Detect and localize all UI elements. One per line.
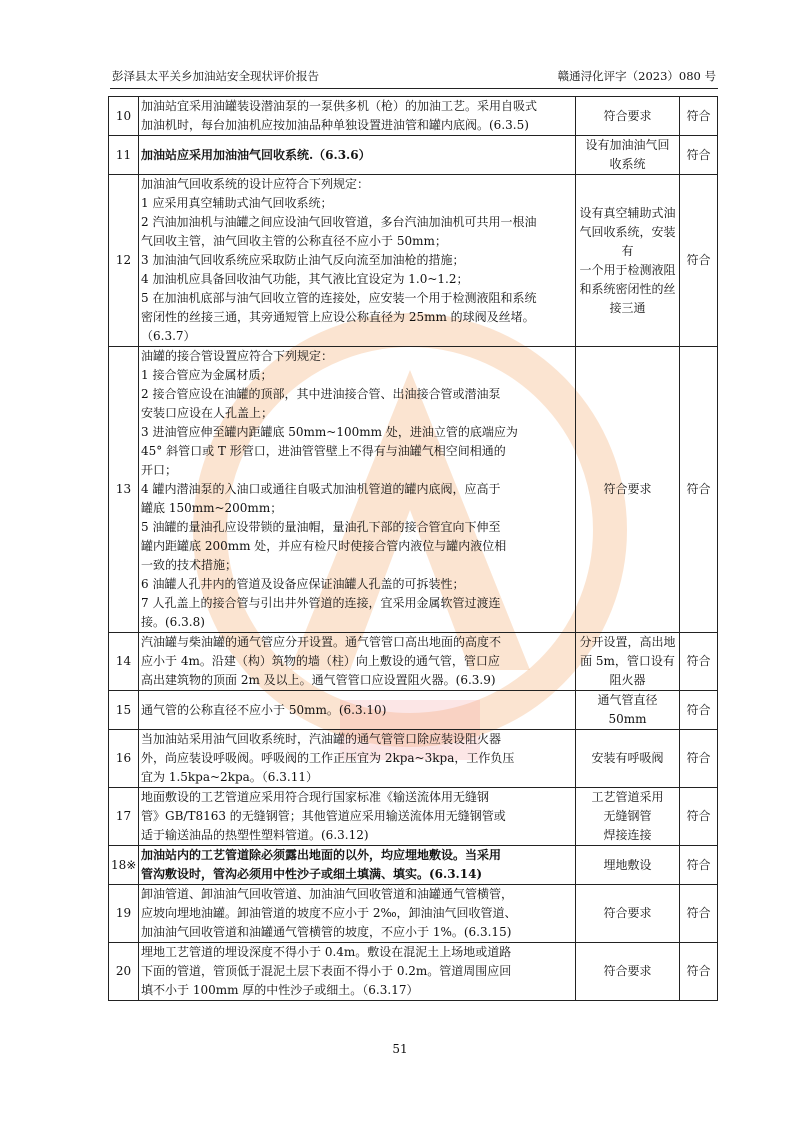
requirement-line: 4 罐内潜油泵的入油口或通往自吸式加油机管道的罐内底阀，应高于 — [141, 482, 501, 496]
requirement-line: 接。(6.3.8) — [141, 615, 205, 629]
requirement-line: 埋地工艺管道的埋设深度不得小于 0.4m。敷设在混泥土上场地或道路 — [141, 945, 512, 959]
item-number: 18※ — [109, 846, 139, 885]
requirement-line: （6.3.7） — [141, 329, 196, 343]
actual-line: 一个用于检测液阻 — [579, 262, 676, 277]
requirement-line: 安装口应设在人孔盖上； — [141, 406, 274, 420]
requirement-text — [139, 136, 576, 175]
requirement-text — [139, 943, 576, 1001]
requirement-line: 适于输送油品的热塑性塑料管道。(6.3.12) — [141, 828, 369, 842]
item-number: 12 — [109, 175, 139, 347]
requirement-line: 5 在加油机底部与油气回收立管的连接处，应安装一个用于检测液阻和系统 — [141, 291, 537, 305]
conclusion: 符合 — [680, 691, 718, 730]
conclusion: 符合 — [680, 136, 718, 175]
item-number: 13 — [109, 347, 139, 633]
actual-situation — [576, 943, 680, 1001]
page-number: 51 — [392, 1042, 408, 1056]
item-number: 17 — [109, 788, 139, 846]
table-row — [109, 788, 718, 846]
requirement-text — [139, 633, 576, 691]
actual-line: 面 5m，管口设有 — [580, 654, 675, 668]
page-header — [112, 66, 716, 86]
requirement-line: 5 油罐的量油孔应设带锁的量油帽，量油孔下部的接合管宜向下伸至 — [141, 520, 501, 534]
requirement-line: 加油站应采用加油油气回收系统.（6.3.6） — [141, 147, 371, 162]
header-divider — [110, 88, 718, 89]
requirement-line: 当加油站采用油气回收系统时，汽油罐的通气管管口除应装设阻火器 — [141, 732, 502, 746]
actual-line: 安装有呼吸阀 — [591, 751, 664, 765]
requirement-line: 应小于 4m。沿建（构）筑物的墙（柱）向上敷设的通气管，管口应 — [141, 654, 500, 668]
conclusion: 符合 — [680, 846, 718, 885]
item-number: 11 — [109, 136, 139, 175]
requirement-line: 7 人孔盖上的接合管与引出井外管道的连接，宜采用金属软管过渡连 — [141, 596, 501, 610]
conclusion: 符合 — [680, 633, 718, 691]
requirement-line: 罐内距罐底 200mm 处，并应有检尺时使接合管内液位与罐内液位相 — [141, 539, 507, 553]
actual-line: 和系统密闭性的丝 — [579, 281, 676, 296]
item-number: 14 — [109, 633, 139, 691]
actual-line: 符合要求 — [603, 906, 652, 920]
requirement-line: 加油站内的工艺管道除必须露出地面的以外，均应埋地敷设。当采用 — [141, 848, 502, 862]
actual-line: 通气管直径 50mm — [597, 693, 658, 726]
requirement-line: 外，尚应装设呼吸阀。呼吸阀的工作正压宜为 2kpa~3kpa，工作负压 — [141, 751, 515, 765]
conclusion: 符合 — [680, 943, 718, 1001]
actual-line: 设有真空辅助式油 — [579, 205, 676, 220]
requirement-line: 通气管的公称直径不应小于 50mm。(6.3.10) — [141, 702, 387, 717]
requirement-line: 加油站宜采用油罐装设潜油泵的一泵供多机（枪）的加油工艺。采用自吸式 — [141, 99, 538, 113]
requirement-text — [139, 730, 576, 788]
actual-line: 工艺管道采用 — [591, 790, 664, 804]
requirement-line: 高出建筑物的顶面 2m 及以上。通气管管口应设置阻火器。(6.3.9) — [141, 673, 496, 687]
requirement-line: 管沟敷设时，管沟必须用中性沙子或细土填满、填实。(6.3.14) — [141, 867, 483, 881]
actual-line: 气回收系统，安装有 — [579, 224, 676, 258]
evaluation-table — [108, 96, 718, 1001]
requirement-line: 密闭性的丝接三通，其旁通短管上应设公称直径为 25mm 的球阀及丝堵。 — [141, 310, 535, 324]
requirement-line: 加油机时，每台加油机应按加油品种单独设置进油管和罐内底阀。(6.3.5) — [141, 118, 529, 132]
table-row — [109, 885, 718, 943]
actual-situation — [576, 730, 680, 788]
actual-line: 阻火器 — [609, 673, 646, 687]
actual-line: 符合要求 — [603, 964, 652, 978]
requirement-text — [139, 175, 576, 347]
requirement-line: 应坡向埋地油罐。卸油管道的坡度不应小于 2‰，卸油油气回收管道、 — [141, 906, 517, 920]
requirement-text — [139, 885, 576, 943]
conclusion: 符合 — [680, 730, 718, 788]
requirement-line: 1 应采用真空辅助式油气回收系统； — [141, 196, 333, 210]
requirement-line: 2 接合管应设在油罐的顶部，其中进油接合管、出油接合管或潜油泵 — [141, 387, 501, 401]
requirement-line: 1 接合管应为金属材质； — [141, 368, 273, 382]
table-row — [109, 691, 718, 730]
requirement-line: 罐底 150mm~200mm； — [141, 501, 283, 515]
requirement-line: 管》GB/T8163 的无缝钢管；其他管道应采用输送流体用无缝钢管或 — [141, 809, 506, 823]
actual-situation — [576, 788, 680, 846]
requirement-text — [139, 691, 576, 730]
requirement-line: 开口； — [141, 463, 178, 477]
requirement-text — [139, 788, 576, 846]
item-number: 16 — [109, 730, 139, 788]
table-row — [109, 633, 718, 691]
item-number: 19 — [109, 885, 139, 943]
conclusion: 符合 — [680, 97, 718, 136]
requirement-line: 气回收主管，油气回收主管的公称直径不应小于 50mm； — [141, 234, 447, 248]
actual-line: 设有加油油气回 — [585, 138, 670, 152]
table-row — [109, 730, 718, 788]
requirement-line: 油罐的接合管设置应符合下列规定： — [141, 349, 334, 363]
conclusion: 符合 — [680, 347, 718, 633]
table-row — [109, 846, 718, 885]
actual-situation — [576, 347, 680, 633]
item-number: 10 — [109, 97, 139, 136]
actual-line: 埋地敷设 — [603, 857, 652, 872]
requirement-line: 3 加油油气回收系统应采取防止油气反向流至加油枪的措施； — [141, 253, 465, 267]
actual-line: 接三通 — [609, 300, 646, 315]
requirement-line: 卸油管道、卸油油气回收管道、加油油气回收管道和油罐通气管横管， — [141, 887, 514, 901]
item-number: 20 — [109, 943, 139, 1001]
actual-line: 分开设置，高出地 — [579, 635, 676, 649]
requirement-line: 3 进油管应伸至罐内距罐底 50mm~100mm 处，进油立管的底端应为 — [141, 425, 518, 439]
requirement-line: 下面的管道，管顶低于混泥土层下表面不得小于 0.2m。管道周围应回 — [141, 964, 512, 978]
actual-line: 符合要求 — [603, 108, 652, 123]
requirement-line: 6 油罐人孔井内的管道及设备应保证油罐人孔盖的可拆装性； — [141, 577, 465, 591]
conclusion: 符合 — [680, 175, 718, 347]
actual-situation — [576, 175, 680, 347]
requirement-line: 汽油罐与柴油罐的通气管应分开设置。通气管管口高出地面的高度不 — [141, 635, 502, 649]
report-title: 彭泽县太平关乡加油站安全现状评价报告 — [112, 69, 319, 83]
table-row — [109, 175, 718, 347]
requirement-text — [139, 97, 576, 136]
conclusion: 符合 — [680, 885, 718, 943]
actual-situation — [576, 846, 680, 885]
requirement-line: 加油油气回收系统的设计应符合下列规定： — [141, 177, 370, 191]
table-row — [109, 97, 718, 136]
requirement-line: 45° 斜管口或 T 形管口，进油管管壁上不得有与油罐气相空间相通的 — [141, 444, 506, 458]
requirement-line: 一致的技术措施； — [141, 558, 238, 572]
actual-line: 符合要求 — [603, 482, 652, 496]
requirement-line: 宜为 1.5kpa~2kpa。（6.3.11） — [141, 770, 318, 784]
requirement-text — [139, 347, 576, 633]
actual-line: 焊接连接 — [603, 828, 652, 842]
actual-situation — [576, 97, 680, 136]
report-number: 赣通浔化评字（2023）080 号 — [557, 69, 716, 83]
table-row — [109, 943, 718, 1001]
requirement-line: 加油油气回收管道和油罐通气管横管的坡度，不应小于 1%。(6.3.15) — [141, 925, 512, 939]
actual-line: 收系统 — [609, 157, 646, 171]
actual-situation — [576, 136, 680, 175]
conclusion: 符合 — [680, 788, 718, 846]
actual-line: 无缝钢管 — [603, 809, 652, 823]
actual-situation — [576, 885, 680, 943]
item-number: 15 — [109, 691, 139, 730]
requirement-line: 地面敷设的工艺管道应采用符合现行国家标准《输送流体用无缝钢 — [141, 790, 490, 804]
requirement-line: 填不小于 100mm 厚的中性沙子或细土。（6.3.17） — [141, 983, 419, 997]
requirement-text — [139, 846, 576, 885]
table-row — [109, 136, 718, 175]
requirement-line: 2 汽油加油机与油罐之间应设油气回收管道，多台汽油加油机可共用一根油 — [141, 215, 537, 229]
requirement-line: 4 加油机应具备回收油气功能，其气液比宜设定为 1.0~1.2； — [141, 272, 469, 286]
table-row — [109, 347, 718, 633]
actual-situation — [576, 691, 680, 730]
actual-situation — [576, 633, 680, 691]
